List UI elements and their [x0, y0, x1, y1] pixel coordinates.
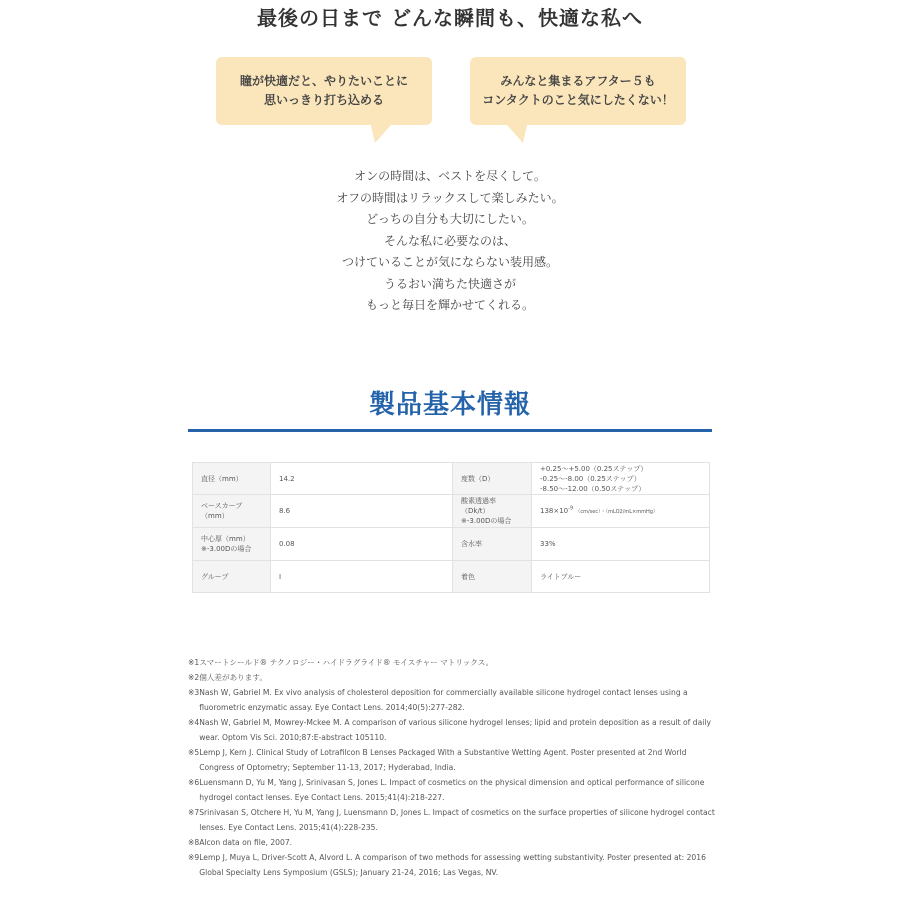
footnote-text: スマートシールド® テクノロジー・ハイドラグライド® モイスチャー マトリックス。 — [199, 658, 494, 667]
footnote-item — [188, 685, 718, 715]
spec-label: 含水率 — [453, 528, 532, 561]
footnote-text: 個人差があります。 — [199, 673, 267, 682]
table-row — [193, 561, 710, 593]
spec-value: 33% — [532, 528, 710, 561]
spec-label: 度数（D） — [453, 463, 532, 495]
oxygen-exponent: -9 — [568, 505, 574, 512]
footnote-text: Luensmann D, Yu M, Yang J, Srinivasan S, Jones L. Impact of cosmetics on the physical dimension and optical performance of silicone hydrogel contact lenses. Eye Contact Lens. 2015;41(4):218-227. — [199, 778, 705, 802]
footnote-item — [188, 835, 718, 850]
footnote-item — [188, 670, 718, 685]
footnote-text: Lemp J, Kern J. Clinical Study of Lotrafilcon B Lenses Packaged With a Substantive Wetting Agent. Poster presented at 2nd World Congress of Optometry; September 11-13, 2017; Hyderabad, India. — [199, 748, 687, 772]
table-row — [193, 528, 710, 561]
spec-value: 8.6 — [271, 495, 453, 528]
spec-value: ライトブルー — [532, 561, 710, 593]
footnote-text: Nash W, Gabriel M. Ex vivo analysis of cholesterol deposition for commercially available silicone hydrogel contact lenses using a fluorometric enzymatic assay. Eye Contact Lens. 2014;40(5):277-282. — [199, 688, 688, 712]
footnote-text: Nash W, Gabriel M, Mowrey-Mckee M. A comparison of various silicone hydrogel lenses; lipid and protein deposition as a result of daily wear. Optom Vis Sci. 2010;87:E-abstract 105110. — [199, 718, 711, 742]
speech-bubble-left-text: 瞳が快適だと、やりたいことに 思いっきり打ち込める — [239, 74, 408, 107]
spec-label: グループ — [193, 561, 271, 593]
message-line: うるおい満ちた快適さが — [383, 276, 516, 291]
spec-label: ベースカーブ （mm） — [193, 495, 271, 528]
message-block — [0, 166, 900, 317]
speech-bubble-right-text: みんなと集まるアフター５も コンタクトのこと気にしたくない！ — [482, 74, 674, 107]
spec-value: 14.2 — [271, 463, 453, 495]
footnote-mark: ※2 — [188, 673, 200, 682]
message-line: どっちの自分も大切にしたい。 — [366, 212, 534, 226]
footnote-item — [188, 715, 718, 745]
footnote-mark: ※8 — [188, 838, 200, 847]
spec-table — [192, 462, 710, 593]
spec-value: I — [271, 561, 453, 593]
footnote-text: Alcon data on file, 2007. — [199, 838, 293, 847]
message-line: オフの時間はリラックスして楽しみたい。 — [336, 190, 564, 205]
section-title: 製品基本情報 — [368, 390, 531, 420]
speech-bubble-left — [216, 57, 432, 125]
footnote-item — [188, 655, 718, 670]
footnote-item — [188, 775, 718, 805]
footnote-mark: ※6 — [188, 778, 200, 787]
spec-label: 直径（mm） — [193, 463, 271, 495]
oxygen-value: 138×10 — [540, 506, 569, 515]
message-line: もっと毎日を輝かせてくれる。 — [365, 298, 534, 312]
message-line: そんな私に必要なのは、 — [383, 233, 516, 248]
section-divider — [188, 429, 712, 432]
spec-label: 酸素透過率（Dk/t） ※-3.00Dの場合 — [453, 495, 532, 528]
headline: 最後の日まで どんな瞬間も、快適な私へ — [257, 6, 643, 30]
footnote-mark: ※4 — [188, 718, 200, 727]
spec-label: 着色 — [453, 561, 532, 593]
speech-bubble-tail — [365, 125, 391, 143]
message-line: オンの時間は、ベストを尽くして。 — [354, 169, 546, 183]
speech-bubble-right — [470, 57, 686, 125]
footnote-item — [188, 850, 718, 880]
spec-value: +0.25〜+5.00（0.25ステップ） -0.25〜-8.00（0.25ステップ） -8.50〜-12.00（0.50ステップ） — [532, 463, 710, 495]
footnote-text: Lemp J, Muya L, Driver-Scott A, Alvord L. A comparison of two methods for assessing wetting substantivity. Poster presented at: 2016 Global Specialty Lens Symposium (GSLS); January 21-24, 2016; Las Vegas, NV. — [199, 853, 706, 877]
footnote-item — [188, 805, 718, 835]
footnote-mark: ※1 — [188, 658, 200, 667]
footnote-text: Srinivasan S, Otchere H, Yu M, Yang J, Luensmann D, Jones L. Impact of cosmetics on the surface properties of silicone hydrogel contact lenses. Eye Contact Lens. 2015;41(4):228-235. — [199, 808, 715, 832]
footnote-mark: ※7 — [188, 808, 200, 817]
footnote-mark: ※5 — [188, 748, 200, 757]
table-row — [193, 463, 710, 495]
message-line: つけていることが気にならない装用感。 — [341, 255, 558, 269]
footnote-item — [188, 745, 718, 775]
oxygen-unit: （cm/sec）・（mLO2/mL×mmHg） — [575, 508, 658, 515]
footnotes — [188, 655, 718, 880]
footnote-mark: ※3 — [188, 688, 200, 697]
spec-value: 0.08 — [271, 528, 453, 561]
spec-value-oxygen — [532, 495, 710, 528]
footnote-mark: ※9 — [188, 853, 200, 862]
table-row — [193, 495, 710, 528]
speech-bubble-tail — [507, 125, 533, 143]
spec-label: 中心厚（mm） ※-3.00Dの場合 — [193, 528, 271, 561]
